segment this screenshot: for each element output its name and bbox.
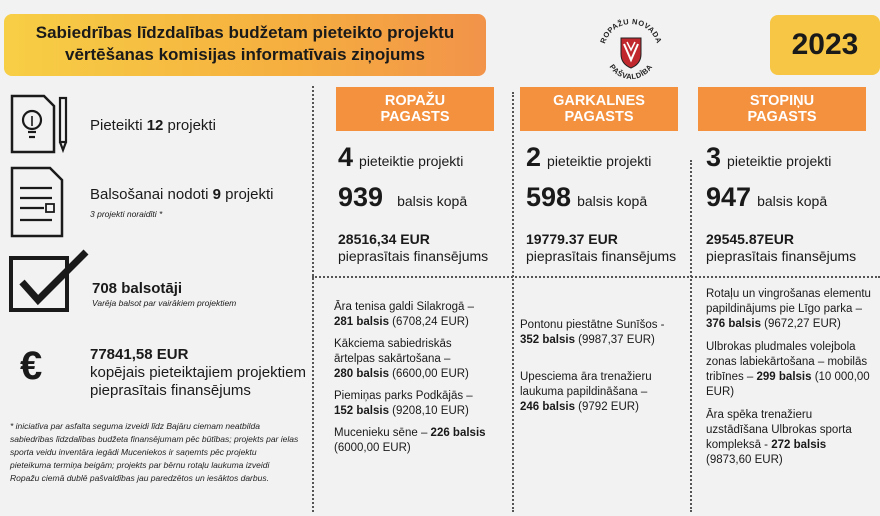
garkalnes-funding-amount: 19779.37 EUR — [526, 231, 618, 247]
stopinu-funding-amount: 29545.87EUR — [706, 231, 794, 247]
stopinu-funding-label: pieprasītais finansējums — [706, 248, 857, 264]
garkalnes-project-list — [520, 318, 682, 415]
ropazu-funding-label: pieprasītais finansējums — [338, 248, 489, 264]
header-ropazu — [336, 87, 494, 131]
stopinu-projects-num: 3 — [706, 142, 722, 172]
garkalnes-projects — [526, 142, 651, 173]
voters-note: Varēja balsot par vairākiem projektiem — [92, 298, 237, 308]
municipality-logo — [594, 14, 668, 88]
header-garkalnes — [520, 87, 678, 131]
list-item: Āra tenisa galdi Silakrogā – 281 balsis (6708,24 EUR) — [334, 301, 474, 328]
stopinu-funding — [706, 231, 856, 265]
rejected-note: 3 projekti noraidīti * — [90, 209, 163, 219]
list-item: Rotaļu un vingrošanas elementu papildinājums pie Līgo parka – 376 balsis (9672,27 EUR) — [706, 288, 871, 330]
checklist-document-icon — [8, 166, 68, 238]
header-stopinu-line1: STOPIŅU — [749, 93, 815, 109]
submitted-projects — [90, 117, 216, 134]
list-item: Piemiņas parks Podkājās – 152 balsis (9208,10 EUR) — [334, 390, 473, 417]
total-line-1: kopējais pieteiktajiem projektiem — [90, 364, 306, 381]
title-line-1: Sabiedrības līdzdalības budžetam pieteikto projektu — [35, 23, 455, 42]
stopinu-project-list — [706, 287, 872, 468]
submitted-count: 12 — [146, 117, 164, 134]
list-item: Ulbrokas pludmales volejbola zonas labiekārtošana – mobilās tribīnes – 299 balsis (10 000,00 EUR) — [706, 341, 870, 398]
voters-count: 708 balsotāji — [92, 280, 183, 297]
garkalnes-projects-num: 2 — [526, 142, 542, 172]
ropazu-votes-label: balsis kopā — [397, 193, 468, 209]
header-stopinu-line2: PAGASTS — [747, 109, 817, 125]
header-stopinu — [698, 87, 866, 131]
header-ropazu-line2: PAGASTS — [380, 109, 450, 125]
header-ropazu-line1: ROPAŽU — [384, 93, 446, 109]
list-item: Pontonu piestātne Sunīšos - 352 balsis (9987,37 EUR) — [520, 319, 665, 346]
garkalnes-votes — [526, 182, 647, 213]
divider-right — [690, 160, 692, 512]
garkalnes-votes-num: 598 — [526, 182, 572, 212]
idea-document-icon — [8, 94, 72, 154]
list-item: Upesciema āra trenažieru laukuma papildināšana – 246 balsis (9792 EUR) — [520, 371, 652, 413]
divider-horizontal — [312, 276, 880, 278]
ropazu-votes-num: 939 — [338, 182, 384, 212]
voting-prefix: Balsošanai nodoti — [90, 186, 213, 203]
stopinu-projects-label: pieteiktie projekti — [727, 153, 832, 169]
voting-suffix: projekti — [220, 186, 274, 203]
total-amount: 77841,58 EUR — [90, 346, 189, 363]
stopinu-votes-label: balsis kopā — [757, 193, 828, 209]
report-title — [4, 14, 486, 76]
garkalnes-projects-label: pieteiktie projekti — [547, 153, 652, 169]
ropazu-projects — [338, 142, 463, 173]
divider-middle — [512, 92, 514, 512]
divider-left — [312, 86, 314, 512]
ropazu-projects-num: 4 — [338, 142, 354, 172]
ropazu-votes — [338, 182, 467, 213]
stopinu-votes — [706, 182, 827, 213]
submitted-suffix: projekti — [163, 117, 216, 134]
stopinu-projects — [706, 142, 831, 173]
footnote: * iniciatīva par asfalta seguma izveidi līdz Bajāru ciemam neatbilda sabiedrības līdzdalības budžeta finansējumam pēc būtības; projekts par ielas sporta veidu inventāra iegādi Muceniekos ir saņemts pēc projektu pieteikuma termiņa beigām; projekts par bērnu rotaļu laukuma izveidi Ropažu ciemā dublē pašvaldības jau paredzētos un iesāktos darbus. — [10, 421, 299, 483]
list-item: Kākciema sabiedriskās ārtelpas sakārtošana – 280 balsis (6600,00 EUR) — [334, 338, 469, 380]
garkalnes-funding-label: pieprasītais finansējums — [526, 248, 677, 264]
total-funding — [90, 346, 306, 400]
list-item: Āra spēka trenažieru uzstādīšana Ulbrokas sporta kompleksā - 272 balsis (9873,60 EUR) — [706, 409, 852, 466]
title-line-2: vērtēšanas komisijas informatīvais ziņojums — [65, 45, 425, 64]
voting-projects — [90, 186, 273, 203]
submitted-prefix: Pieteikti — [90, 117, 147, 134]
voting-count: 9 — [212, 186, 221, 203]
euro-icon: € — [20, 344, 43, 388]
list-item: Mucenieku sēne – 226 balsis (6000,00 EUR) — [334, 427, 486, 454]
ropazu-project-list — [334, 300, 494, 456]
ropazu-projects-label: pieteiktie projekti — [359, 153, 464, 169]
year-badge: 2023 — [770, 15, 880, 75]
logo-top-text: ROPAŽU NOVADA — [598, 16, 664, 45]
ropazu-funding — [338, 231, 488, 265]
ropazu-funding-amount: 28516,34 EUR — [338, 231, 430, 247]
logo-bottom-text: PAŠVALDĪBA — [607, 62, 655, 82]
checkbox-check-icon — [8, 248, 92, 314]
garkalnes-funding — [526, 231, 676, 265]
garkalnes-votes-label: balsis kopā — [577, 193, 648, 209]
total-line-2: pieprasītais finansējums — [90, 382, 251, 399]
header-garkalnes-line1: GARKALNES — [553, 93, 645, 109]
header-garkalnes-line2: PAGASTS — [564, 109, 634, 125]
stopinu-votes-num: 947 — [706, 182, 752, 212]
